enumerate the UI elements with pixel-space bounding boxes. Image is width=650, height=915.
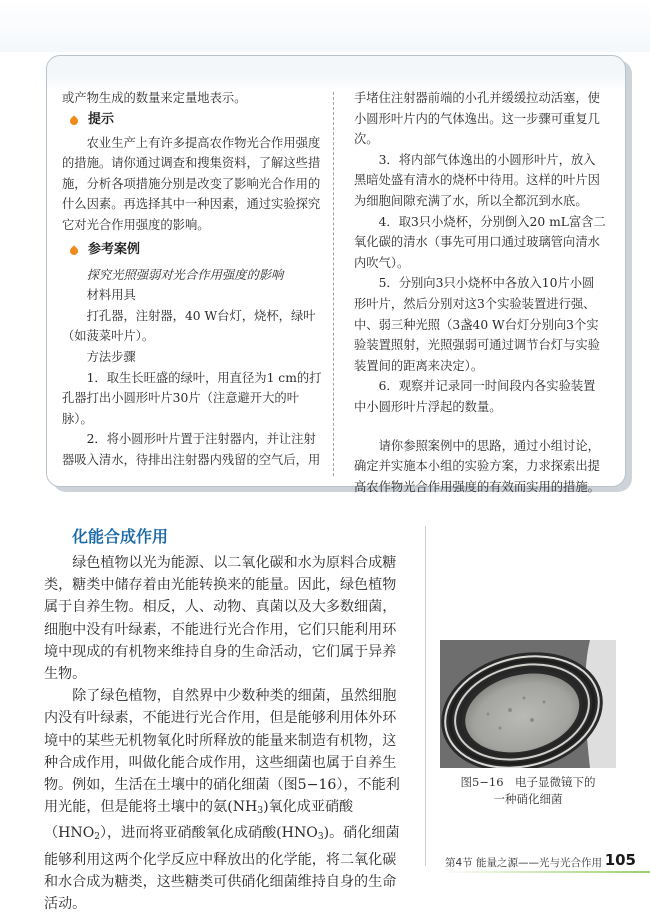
paragraph-1: 绿色植物以光为能源、以二氧化碳和水为原料合成糖类，糖类中储存着由光能转换来的能量。因此，绿色植物属于自养生物。相反，人、动物、真菌以及大多数细菌，细胞中没有叶绿素，不能进行光合作用，它们只能利用环境中现成的有机物来维持自身的生命活动，它们属于异养生物。 xyxy=(44,555,397,683)
footer-rule xyxy=(440,871,650,873)
caption-line-2: 一种硝化细菌 xyxy=(493,792,563,806)
steps-heading: 方法步骤 xyxy=(86,349,136,364)
page-number: 105 xyxy=(604,851,636,869)
drop-bullet-icon xyxy=(68,115,79,126)
section-body xyxy=(44,552,404,915)
hint-heading-label: 提示 xyxy=(88,112,115,128)
section-title: 化能合成作用 xyxy=(72,527,169,546)
hint-text: 农业生产上有许多提高农作物光合作用强度的措施。请你通过调查和搜集资料，了解这些措施，分析各项措施分别是改变了影响光合作用的什么因素。再选择其中一种因素，通过实验探究它对光合作用强度的影响。 xyxy=(62,135,321,232)
micrograph-image xyxy=(440,640,616,768)
materials-text: 打孔器，注射器，40 W台灯，烧杯，绿叶（如菠菜叶片）。 xyxy=(62,308,316,344)
running-footer: 第4节 能量之源——光与光合作用 xyxy=(444,857,602,869)
box-right-column xyxy=(354,88,606,497)
case-heading xyxy=(64,240,322,262)
step-1: 1．取生长旺盛的绿叶，用直径为1 cm的打孔器打出小圆形叶片30片（注意避开大的叶脉）。 xyxy=(62,370,322,426)
paragraph-2: 除了绿色植物，自然界中少数种类的细菌，虽然细胞内没有叶绿素，不能进行光合作用，但是能够利用体外环境中的某些无机物氧化时所释放的能量来制造有机物，这种合成作用，叫做化能合成作用，这些细菌也属于自养生物。例如，生活在土壤中的硝化细菌（图5−16），不能利用光能，但是能将土壤中的氨$(NH_3)$氧化成亚硝酸$(HNO_2)$，进而将亚硝酸氧化成硝酸$(HNO_3)$。硝化细菌能够利用这两个化学反应中释放出的化学能，将二氧化碳和水合成为糖类，这些糖类可供硝化细菌维持自身的生命活动。 xyxy=(44,688,400,913)
step-3: 3．将内部气体逸出的小圆形叶片，放入黑暗处盛有清水的烧杯中待用。这样的叶片因为细胞间隙充满了水，所以全都沉到水底。 xyxy=(354,152,600,208)
case-title: 探究光照强弱对光合作用强度的影响 xyxy=(86,267,284,282)
intro-text: 或产物生成的数量来定量地表示。 xyxy=(62,91,247,105)
page-top-band xyxy=(0,0,650,52)
closing-text: 请你参照案例中的思路，通过小组讨论，确定并实施本小组的实验方案，力求探索出提高农作物光合作用强度的有效而实用的措施。 xyxy=(354,438,600,494)
step-6: 6．观察并记录同一时间段内各实验装置中小圆形叶片浮起的数量。 xyxy=(354,379,596,414)
hint-heading xyxy=(64,110,322,132)
margin-rule xyxy=(425,526,426,866)
step-5: 5．分别向3只小烧杯中各放入10片小圆形叶片，然后分别对这3个实验装置进行强、中、弱三种光照（3盏40 W台灯分别向3个实验装置照射，光照强弱可通过调节台灯与实验装置间的距离来决定）。 xyxy=(354,276,600,373)
step-2: 2．将小圆形叶片置于注射器内，并让注射器吸入清水，待排出注射器内残留的空气后，用 xyxy=(62,432,321,467)
step-4: 4．取3只小烧杯，分别倒入20 mL富含二氧化碳的清水（事先可用口通过玻璃管向清水内吹气）。 xyxy=(354,214,606,270)
box-left-column xyxy=(62,88,322,471)
case-heading-label: 参考案例 xyxy=(88,242,141,258)
drop-bullet-icon xyxy=(68,245,79,256)
step-2-continued: 手堵住注射器前端的小孔并缓缓拉动活塞，使小圆形叶片内的气体逸出。这一步骤可重复几次。 xyxy=(354,91,600,147)
caption-line-1: 图5−16 电子显微镜下的 xyxy=(460,775,596,789)
bacteria-micrograph xyxy=(440,640,616,768)
materials-heading: 材料用具 xyxy=(86,288,136,303)
figure-caption xyxy=(440,774,616,808)
column-divider xyxy=(333,92,334,476)
